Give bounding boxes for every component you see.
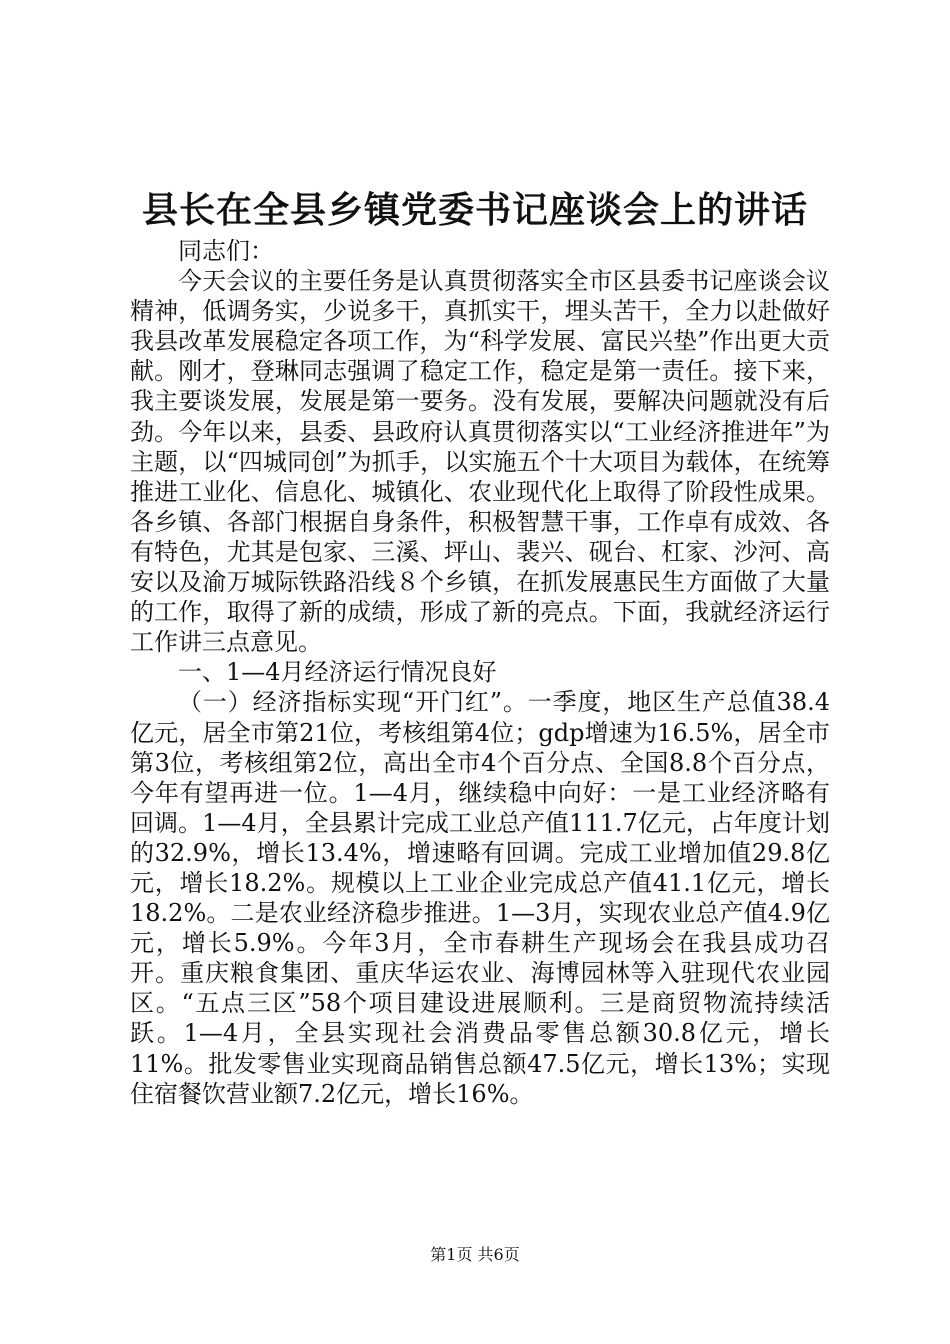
document-body bbox=[130, 236, 830, 1109]
section-heading: 一、1—4月经济运行情况良好 bbox=[178, 658, 497, 687]
document-title: 县长在全县乡镇党委书记座谈会上的讲话 bbox=[141, 189, 808, 231]
economic-indicators-paragraph: （一）经济指标实现“开门红”。一季度，地区生产总值38.4亿元，居全市第21位，考核组第4位；gdp增速为16.5%，居全市第3位，考核组第2位，高出全市4个百分点、全国8.8个百分点，今年有望再进一位。1—4月，继续稳中向好：一是工业经济略有回调。1—4月，全县累计完成工业总产值111.7亿元，占年度计划的32.9%，增长13.4%，增速略有回调。完成工业增加值29.8亿元，增长18.2%。规模以上工业企业完成总产值41.1亿元，增长18.2%。二是农业经济稳步推进。1—3月，实现农业总产值4.9亿元，增长5.9%。今年3月，全市春耕生产现场会在我县成功召开。重庆粮食集团、重庆华运农业、海博园林等入驻现代农业园区。“五点三区”58个项目建设进展顺利。三是商贸物流持续活跃。1—4月，全县实现社会消费品零售总额30.8亿元，增长11%。批发零售业实现商品销售总额47.5亿元，增长13%；实现住宿餐饮营业额7.2亿元，增长16%。 bbox=[130, 688, 830, 1108]
page-footer: 第1页 共6页 bbox=[430, 1245, 520, 1264]
intro-paragraph: 今天会议的主要任务是认真贯彻落实全市区县委书记座谈会议精神，低调务实，少说多干，真抓实干，埋头苦干，全力以赴做好我县改革发展稳定各项工作，为“科学发展、富民兴垫”作出更大贡献。刚才，登琳同志强调了稳定工作，稳定是第一责任。接下来，我主要谈发展，发展是第一要务。没有发展，要解决问题就没有后劲。今年以来，县委、县政府认真贯彻落实以“工业经济推进年”为主题，以“四城同创”为抓手，以实施五个十大项目为载体，在统筹推进工业化、信息化、城镇化、农业现代化上取得了阶段性成果。各乡镇、各部门根据自身条件，积极智慧干事，工作卓有成效、各有特色，尤其是包家、三溪、坪山、裴兴、砚台、杠家、沙河、高安以及渝万城际铁路沿线８个乡镇，在抓发展惠民生方面做了大量的工作，取得了新的成绩，形成了新的亮点。下面，我就经济运行工作讲三点意见。 bbox=[130, 267, 830, 657]
salutation-paragraph: 同志们： bbox=[178, 237, 274, 265]
